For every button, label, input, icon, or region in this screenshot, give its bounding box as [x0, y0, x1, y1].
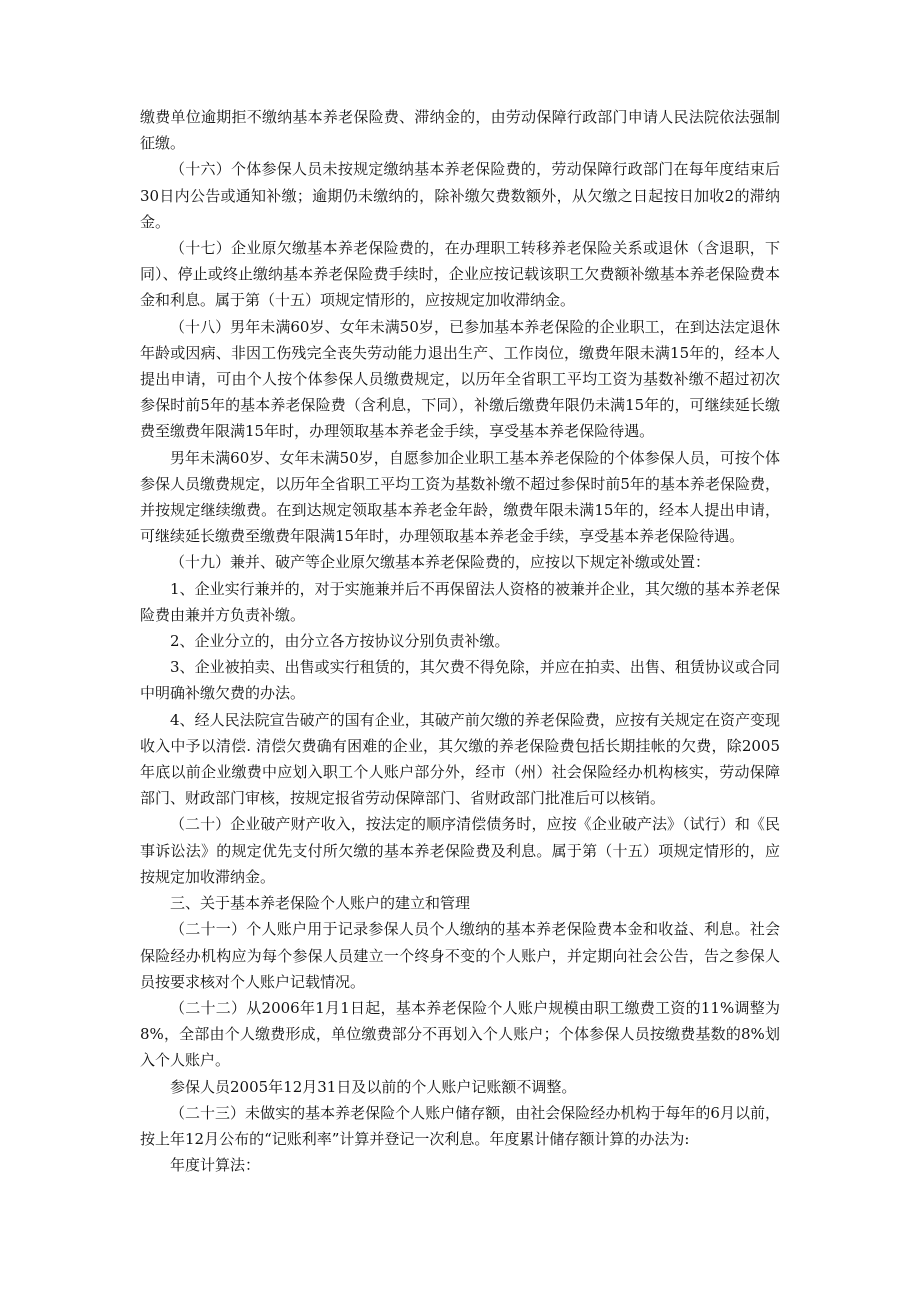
paragraph-item-18-individual: 男年未满60岁、女年未满50岁，自愿参加企业职工基本养老保险的个体参保人员，可按个体参保人员缴费规定，以历年全省职工平均工资为基数补缴不超过参保时前5年的基本养老保险费，并按规定继续缴费。在到达规定领取基本养老金年龄，缴费年限未满15年的，经本人提出申请，可继续延长缴费至缴费年限满15年时，办理领取基本养老金手续，享受基本养老保险待遇。 [140, 448, 780, 546]
paragraph-annual-method: 年度计算法： [170, 1156, 261, 1175]
section-heading-3: 三、关于基本养老保险个人账户的建立和管理 [170, 894, 471, 913]
paragraph-item-16: （十六）个体参保人员未按规定缴纳基本养老保险费的，劳动保障行政部门在每年度结束后30日内公告或通知补缴；逾期仍未缴纳的，除补缴欠费数额外，从欠缴之日起按日加收2的滞纳金。 [140, 160, 780, 231]
paragraph-item-20: （二十）企业破产财产收入，按法定的顺序清偿债务时，应按《企业破产法》（试行）和《民事诉讼法》的规定优先支付所欠缴的基本养老保险费及利息。属于第（十五）项规定情形的，应按规定加收滞纳金。 [140, 815, 780, 886]
paragraph-item-21: （二十一）个人账户用于记录参保人员个人缴纳的基本养老保险费本金和收益、利息。社会保险经办机构应为每个参保人员建立一个终身不变的个人账户，并定期向社会公告，告之参保人员按要求核对个人账户记载情况。 [140, 920, 780, 991]
document-page [140, 104, 780, 1178]
paragraph-item-19-bankruptcy: 4、经人民法院宣告破产的国有企业，其破产前欠缴的养老保险费，应按有关规定在资产变现收入中予以清偿. 清偿欠费确有困难的企业，其欠缴的养老保险费包括长期挂帐的欠费，除2005年底以前企业缴费中应划入职工个人账户部分外，经市（州）社会保险经办机构核实，劳动保障部门、财政部门审核，按规定报省劳动保障部门、省财政部门批准后可以核销。 [140, 710, 780, 808]
paragraph-item-17: （十七）企业原欠缴基本养老保险费的，在办理职工转移养老保险关系或退休（含退职，下同）、停止或终止缴纳基本养老保险费手续时，企业应按记载该职工欠费额补缴基本养老保险费本金和利息。属于第（十五）项规定情形的，应按规定加收滞纳金。 [140, 239, 780, 310]
paragraph-item-18: （十八）男年未满60岁、女年未满50岁，已参加基本养老保险的企业职工，在到达法定退休年龄或因病、非因工伤残完全丧失劳动能力退出生产、工作岗位，缴费年限未满15年的，经本人提出申请，可由个人按个体参保人员缴费规定，以历年全省职工平均工资为基数补缴不超过初次参保时前5年的基本养老保险费（含利息，下同），补缴后缴费年限仍未满15年的，可继续延长缴费至缴费年限满15年时，办理领取基本养老金手续，享受基本养老保险待遇。 [140, 317, 780, 441]
paragraph-item-19-split: 2、企业分立的，由分立各方按协议分别负责补缴。 [170, 632, 510, 651]
paragraph-item-19-auction: 3、企业被拍卖、出售或实行租赁的，其欠费不得免除，并应在拍卖、出售、租赁协议或合同中明确补缴欠费的办法。 [140, 658, 780, 703]
paragraph-item-19-merger: 1、企业实行兼并的，对于实施兼并后不再保留法人资格的被兼并企业，其欠缴的基本养老保险费由兼并方负责补缴。 [140, 579, 780, 624]
paragraph-item-23: （二十三）未做实的基本养老保险个人账户储存额，由社会保险经办机构于每年的6月以前，按上年12月公布的“记账利率”计算并登记一次利息。年度累计储存额计算的办法为: [140, 1103, 780, 1148]
paragraph-item-19: （十九）兼并、破产等企业原欠缴基本养老保险费的，应按以下规定补缴或处置： [170, 553, 711, 572]
paragraph-item-22-note: 参保人员2005年12月31日及以前的个人账户记账额不调整。 [170, 1077, 577, 1096]
paragraph-enforcement: 缴费单位逾期拒不缴纳基本养老保险费、滞纳金的，由劳动保障行政部门申请人民法院依法强制征缴。 [140, 108, 780, 153]
paragraph-item-22: （二十二）从2006年1月1日起，基本养老保险个人账户规模由职工缴费工资的11%调整为8%，全部由个人缴费形成，单位缴费部分不再划入个人账户；个体参保人员按缴费基数的8%划入个人账户。 [140, 998, 780, 1070]
